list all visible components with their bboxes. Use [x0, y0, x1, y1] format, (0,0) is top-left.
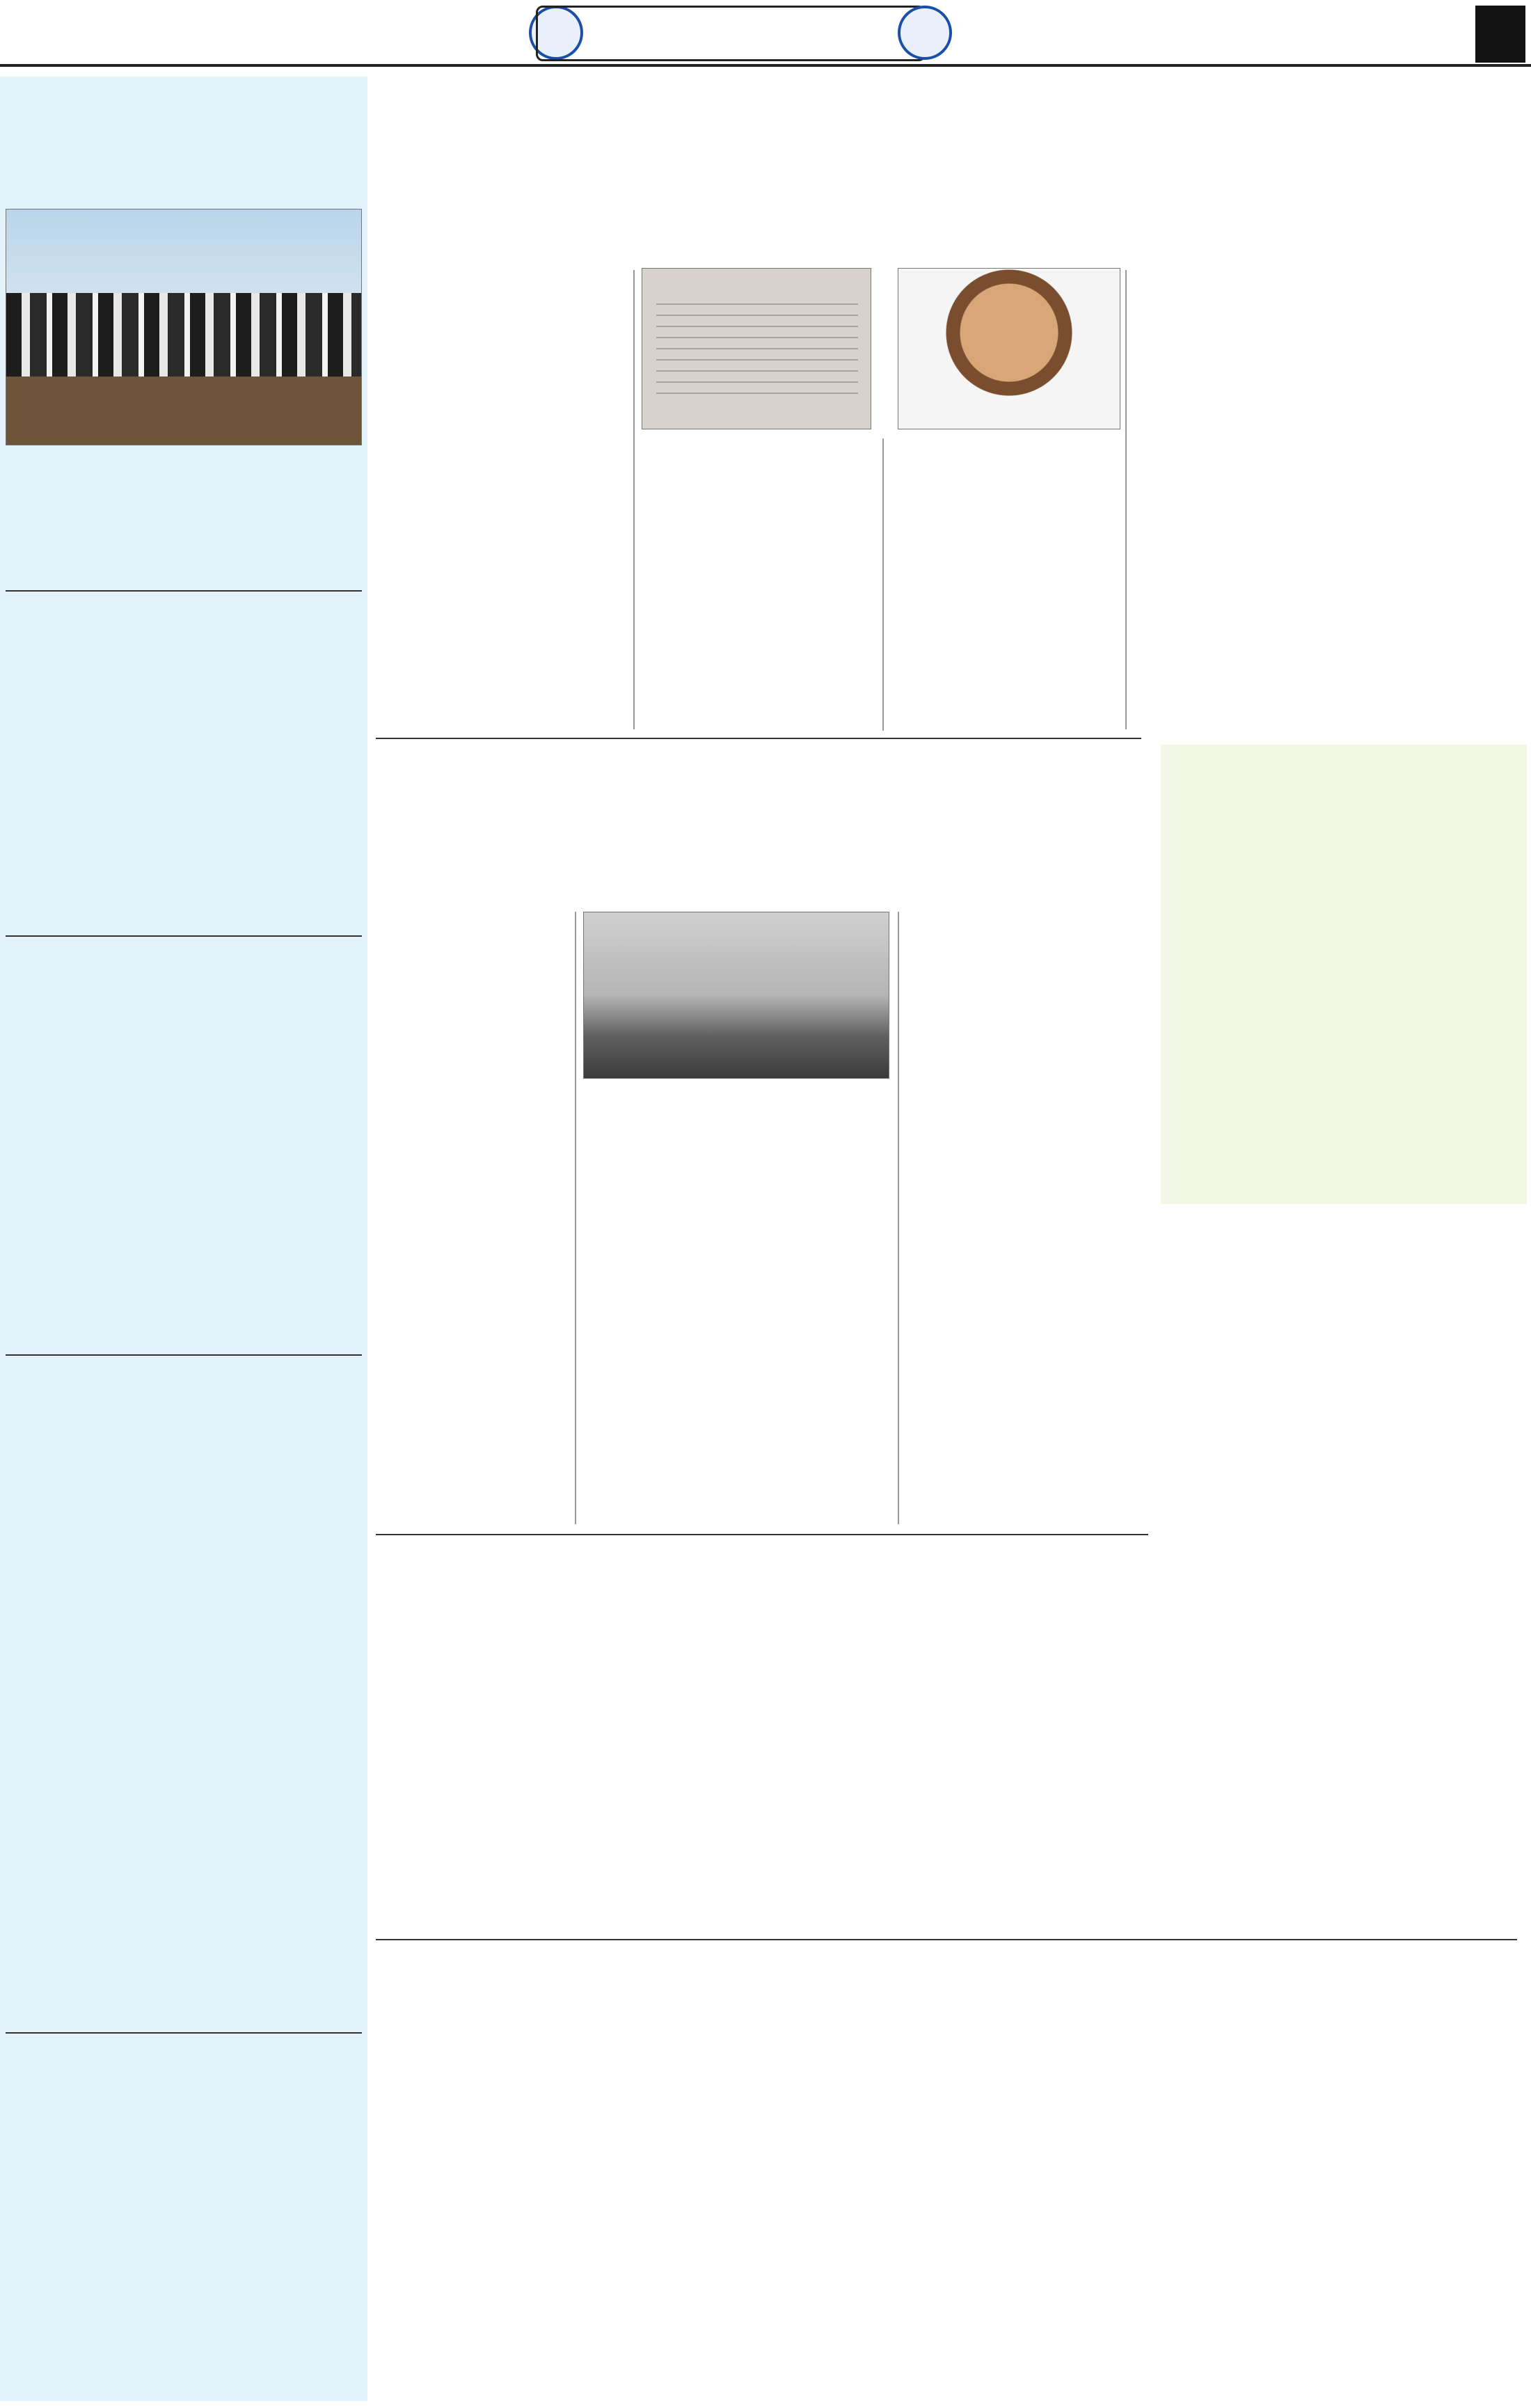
- lead-body-col4: [376, 270, 628, 725]
- ambulance-body: [1344, 253, 1527, 727]
- lead-headline: [376, 153, 1336, 237]
- sidebar-headline-laksar-police: [6, 599, 362, 710]
- sidebar-headline-medical-shops: [6, 1363, 362, 1474]
- court-dateline: [376, 1668, 1148, 1688]
- lead-dateline: [1130, 270, 1333, 291]
- lead-body-col1: [1130, 294, 1333, 725]
- volleyball-team-photo: [6, 209, 362, 445]
- document-photo: [642, 268, 871, 429]
- kashmir-headline: [376, 750, 1148, 827]
- haridwar-dateline: [1166, 1357, 1521, 1378]
- seal-icon: [898, 6, 952, 60]
- kashmir-body-col2: [583, 1086, 889, 1520]
- sidebar-headline-bank-scam: [6, 2041, 362, 2152]
- haridwar-body: [1166, 1381, 1521, 1534]
- sidebar-headline-chandrabhaga: [6, 944, 362, 1055]
- lead-kicker: [376, 82, 1336, 141]
- sidebar-body-medical-shops: [6, 1480, 362, 2022]
- sidebar-headline-volleyball: [6, 82, 362, 187]
- court-kicker: [376, 1545, 1148, 1598]
- lead-body-col2: [898, 438, 1120, 725]
- kashmir-body-col1: [905, 935, 1148, 1520]
- kashmir-body-col3: [376, 912, 568, 1520]
- sidebar-body-bank-scam: [6, 2157, 362, 2401]
- tribute-headline: [1166, 752, 1521, 863]
- tribute-body: [1166, 894, 1521, 1200]
- tribute-dateline: [1166, 870, 1521, 891]
- newspaper-logo: [6, 4, 214, 63]
- ambulance-headline: [1344, 82, 1527, 228]
- sidebar-body-volleyball: [6, 452, 362, 585]
- kashmir-subhead: [376, 832, 1148, 891]
- issue-date-box: [957, 10, 1437, 58]
- ambulance-dateline: [1344, 230, 1527, 251]
- lead-body-col3: [642, 438, 871, 725]
- section-title-box: [536, 6, 926, 61]
- page-number: [1475, 6, 1525, 63]
- masthead: [0, 0, 1531, 67]
- court-headline: [376, 1601, 1148, 1662]
- haridwar-headline: [1166, 1214, 1521, 1353]
- sidebar-body-laksar-police: [6, 717, 362, 926]
- mla-photo: [898, 268, 1120, 429]
- kashmir-dateline: [905, 912, 1148, 933]
- court-body: [376, 1691, 1148, 1928]
- sidebar-body-chandrabhaga: [6, 1061, 362, 1346]
- smog-photo: [583, 912, 889, 1079]
